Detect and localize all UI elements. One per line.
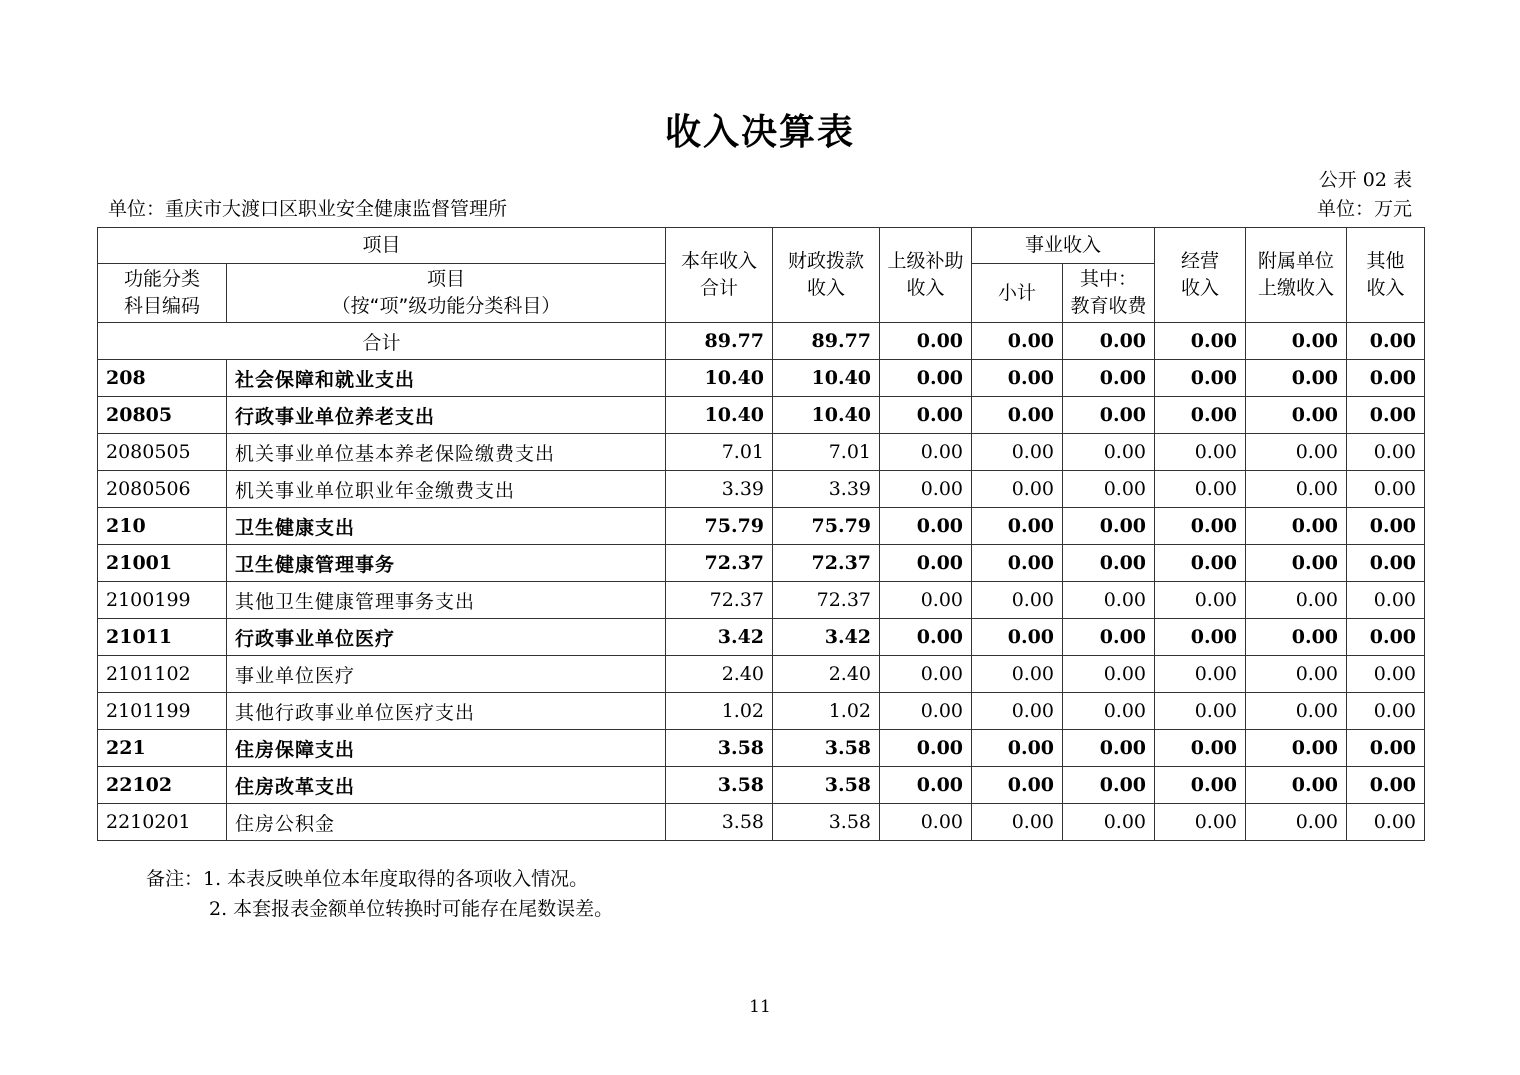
- cell-value: 3.58: [666, 804, 773, 841]
- cell-value: 3.39: [666, 471, 773, 508]
- cell-value: 0.00: [880, 434, 972, 471]
- cell-value: 0.00: [972, 804, 1063, 841]
- cell-value: 0.00: [1155, 582, 1246, 619]
- cell-value: 3.58: [773, 767, 880, 804]
- cell-value: 0.00: [1246, 693, 1347, 730]
- cell-value: 0.00: [1155, 545, 1246, 582]
- table-row: [98, 434, 1425, 471]
- cell-value: 0.00: [1063, 545, 1155, 582]
- cell-value: 0.00: [880, 693, 972, 730]
- cell-value: 0.00: [1063, 730, 1155, 767]
- header-total: 本年收入 合计: [666, 228, 773, 323]
- cell-value: 72.37: [773, 545, 880, 582]
- table-row: [98, 508, 1425, 545]
- cell-value: 0.00: [1063, 471, 1155, 508]
- table-row: [98, 656, 1425, 693]
- cell-value: 0.00: [1246, 767, 1347, 804]
- cell-value: 0.00: [880, 508, 972, 545]
- header-code: 功能分类 科目编码: [98, 264, 227, 323]
- cell-value: 0.00: [880, 471, 972, 508]
- cell-name: 机关事业单位基本养老保险缴费支出: [227, 434, 666, 471]
- cell-value: 0.00: [1155, 767, 1246, 804]
- cell-name: 住房保障支出: [227, 730, 666, 767]
- cell-value: 0.00: [972, 545, 1063, 582]
- cell-value: 0.00: [1155, 619, 1246, 656]
- cell-code: 21011: [98, 619, 227, 656]
- cell-value: 0.00: [880, 656, 972, 693]
- cell-code: 22102: [98, 767, 227, 804]
- note-line-1: [146, 864, 613, 894]
- cell-value: 0.00: [1347, 545, 1425, 582]
- cell-value: 0.00: [972, 508, 1063, 545]
- cell-value: 3.39: [773, 471, 880, 508]
- header-name: 项目 （按“项”级功能分类科目）: [227, 264, 666, 323]
- cell-value: 75.79: [773, 508, 880, 545]
- cell-value: 0.00: [1063, 767, 1155, 804]
- table-row: [98, 693, 1425, 730]
- cell-value: 3.58: [773, 730, 880, 767]
- cell-value: 72.37: [666, 545, 773, 582]
- header-superior: 上级补助 收入: [880, 228, 972, 323]
- income-table: [97, 227, 1425, 841]
- header-business: 事业收入: [972, 228, 1155, 264]
- cell-value: 0.00: [972, 730, 1063, 767]
- cell-value: 0.00: [1063, 619, 1155, 656]
- cell-value: 0.00: [972, 360, 1063, 397]
- cell-value: 0.00: [880, 730, 972, 767]
- cell-value: 0.00: [880, 360, 972, 397]
- page-number: 11: [749, 997, 771, 1017]
- cell-value: 0.00: [880, 397, 972, 434]
- cell-value: 0.00: [1063, 582, 1155, 619]
- cell-value: 0.00: [1347, 508, 1425, 545]
- cell-value: 0.00: [880, 804, 972, 841]
- table-row: [98, 767, 1425, 804]
- table-row: [98, 619, 1425, 656]
- cell-value: 0.00: [880, 767, 972, 804]
- cell-value: 0.00: [1155, 730, 1246, 767]
- cell-name: 社会保障和就业支出: [227, 360, 666, 397]
- cell-value: 0.00: [972, 693, 1063, 730]
- table-row: [98, 582, 1425, 619]
- cell-value: 10.40: [773, 360, 880, 397]
- header-subtotal: 小计: [972, 264, 1063, 323]
- cell-name: 行政事业单位医疗: [227, 619, 666, 656]
- header-education-fee: 其中： 教育收费: [1063, 264, 1155, 323]
- cell-name: 事业单位医疗: [227, 656, 666, 693]
- cell-code: 208: [98, 360, 227, 397]
- cell-value: 2.40: [773, 656, 880, 693]
- cell-value: 0.00: [1347, 434, 1425, 471]
- cell-value: 0.00: [1155, 508, 1246, 545]
- cell-value: 10.40: [666, 360, 773, 397]
- cell-value: 0.00: [1246, 804, 1347, 841]
- cell-value: 0.00: [1246, 619, 1347, 656]
- cell-value: 0.00: [1246, 323, 1347, 360]
- cell-value: 1.02: [666, 693, 773, 730]
- cell-value: 0.00: [1063, 434, 1155, 471]
- cell-value: 0.00: [1347, 397, 1425, 434]
- cell-code: 2100199: [98, 582, 227, 619]
- cell-value: 0.00: [972, 471, 1063, 508]
- cell-value: 0.00: [972, 323, 1063, 360]
- cell-value: 75.79: [666, 508, 773, 545]
- table-row: [98, 545, 1425, 582]
- header-affiliate: 附属单位 上缴收入: [1246, 228, 1347, 323]
- cell-value: 0.00: [880, 582, 972, 619]
- cell-value: 0.00: [1246, 434, 1347, 471]
- note-text: 2. 本套报表金额单位转换时可能存在尾数误差。: [209, 898, 614, 920]
- cell-value: 89.77: [666, 323, 773, 360]
- cell-value: 0.00: [1347, 767, 1425, 804]
- cell-value: 0.00: [1347, 323, 1425, 360]
- cell-code: 2210201: [98, 804, 227, 841]
- cell-name: 卫生健康管理事务: [227, 545, 666, 582]
- cell-value: 0.00: [1246, 730, 1347, 767]
- cell-value: 3.42: [773, 619, 880, 656]
- cell-value: 0.00: [1155, 397, 1246, 434]
- cell-value: 0.00: [880, 619, 972, 656]
- amount-unit: 单位：万元: [1316, 198, 1412, 220]
- cell-value: 0.00: [972, 582, 1063, 619]
- header-project: 项目: [98, 228, 666, 264]
- cell-code: 21001: [98, 545, 227, 582]
- cell-value: 0.00: [1347, 730, 1425, 767]
- cell-value: 89.77: [773, 323, 880, 360]
- form-number: 公开 02 表: [1318, 169, 1412, 191]
- cell-value: 10.40: [773, 397, 880, 434]
- cell-value: 0.00: [1155, 434, 1246, 471]
- cell-code: 2101199: [98, 693, 227, 730]
- cell-value: 0.00: [1155, 323, 1246, 360]
- total-label: 合计: [98, 323, 666, 360]
- table-row: [98, 397, 1425, 434]
- cell-value: 3.42: [666, 619, 773, 656]
- cell-value: 0.00: [1347, 471, 1425, 508]
- cell-value: 3.58: [666, 767, 773, 804]
- note-text: 1. 本表反映单位本年度取得的各项收入情况。: [203, 868, 589, 890]
- cell-value: 0.00: [1246, 360, 1347, 397]
- cell-code: 2080505: [98, 434, 227, 471]
- header-fiscal: 财政拨款 收入: [773, 228, 880, 323]
- cell-value: 7.01: [666, 434, 773, 471]
- cell-value: 0.00: [972, 434, 1063, 471]
- table-row: [98, 730, 1425, 767]
- cell-value: 0.00: [1347, 693, 1425, 730]
- cell-value: 0.00: [1246, 471, 1347, 508]
- cell-value: 0.00: [1347, 804, 1425, 841]
- cell-value: 0.00: [1347, 656, 1425, 693]
- cell-name: 其他行政事业单位医疗支出: [227, 693, 666, 730]
- unit-name: 单位：重庆市大渡口区职业安全健康监督管理所: [108, 198, 508, 220]
- table-row: [98, 804, 1425, 841]
- header-other: 其他 收入: [1347, 228, 1425, 323]
- cell-value: 0.00: [1155, 360, 1246, 397]
- cell-value: 0.00: [1246, 397, 1347, 434]
- notes-prefix: 备注：: [146, 868, 204, 890]
- note-line-2: [146, 894, 613, 924]
- cell-name: 行政事业单位养老支出: [227, 397, 666, 434]
- notes: [146, 864, 613, 924]
- header-operate: 经营 收入: [1155, 228, 1246, 323]
- cell-value: 3.58: [666, 730, 773, 767]
- cell-value: 0.00: [1246, 508, 1347, 545]
- cell-value: 0.00: [1063, 323, 1155, 360]
- cell-value: 0.00: [880, 323, 972, 360]
- cell-name: 其他卫生健康管理事务支出: [227, 582, 666, 619]
- cell-value: 0.00: [1347, 360, 1425, 397]
- cell-value: 0.00: [1063, 397, 1155, 434]
- cell-name: 住房改革支出: [227, 767, 666, 804]
- cell-code: 2080506: [98, 471, 227, 508]
- cell-value: 0.00: [1155, 656, 1246, 693]
- cell-name: 住房公积金: [227, 804, 666, 841]
- cell-value: 0.00: [972, 619, 1063, 656]
- page-title: 收入决算表: [664, 112, 855, 153]
- cell-value: 0.00: [1063, 693, 1155, 730]
- cell-value: 0.00: [1063, 360, 1155, 397]
- cell-value: 0.00: [1155, 693, 1246, 730]
- cell-value: 0.00: [972, 767, 1063, 804]
- cell-value: 10.40: [666, 397, 773, 434]
- cell-value: 7.01: [773, 434, 880, 471]
- cell-code: 210: [98, 508, 227, 545]
- table-row: [98, 360, 1425, 397]
- cell-value: 0.00: [972, 397, 1063, 434]
- cell-value: 72.37: [773, 582, 880, 619]
- cell-value: 0.00: [1155, 471, 1246, 508]
- cell-value: 2.40: [666, 656, 773, 693]
- cell-value: 72.37: [666, 582, 773, 619]
- cell-value: 0.00: [972, 656, 1063, 693]
- cell-value: 0.00: [1246, 582, 1347, 619]
- cell-value: 0.00: [1347, 582, 1425, 619]
- cell-value: 0.00: [880, 545, 972, 582]
- cell-value: 0.00: [1347, 619, 1425, 656]
- cell-value: 1.02: [773, 693, 880, 730]
- cell-value: 0.00: [1246, 545, 1347, 582]
- cell-value: 0.00: [1063, 508, 1155, 545]
- cell-value: 3.58: [773, 804, 880, 841]
- cell-code: 221: [98, 730, 227, 767]
- cell-value: 0.00: [1246, 656, 1347, 693]
- cell-name: 卫生健康支出: [227, 508, 666, 545]
- total-row: [98, 323, 1425, 360]
- cell-name: 机关事业单位职业年金缴费支出: [227, 471, 666, 508]
- cell-code: 2101102: [98, 656, 227, 693]
- cell-code: 20805: [98, 397, 227, 434]
- table-row: [98, 471, 1425, 508]
- cell-value: 0.00: [1155, 804, 1246, 841]
- cell-value: 0.00: [1063, 804, 1155, 841]
- cell-value: 0.00: [1063, 656, 1155, 693]
